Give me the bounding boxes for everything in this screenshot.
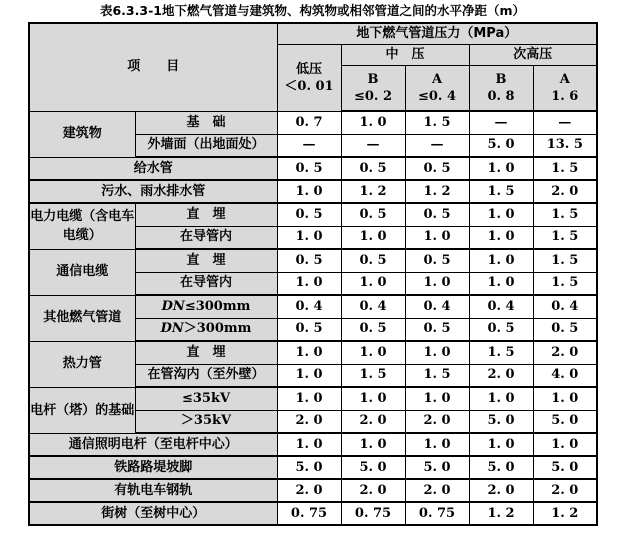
table-cell: 1. 0 — [405, 272, 469, 295]
table-cell: 2. 0 — [341, 479, 405, 502]
row-label: 铁路路堤坡脚 — [29, 456, 277, 479]
table-cell: 0. 5 — [405, 203, 469, 226]
table-cell: 5. 0 — [277, 456, 341, 479]
low-pressure-header — [277, 44, 341, 111]
table-row — [29, 157, 597, 180]
row-label: 给水管 — [29, 157, 277, 180]
table-cell: 1. 5 — [533, 272, 597, 295]
table-cell: — — [533, 111, 597, 134]
table-cell: 1. 5 — [533, 157, 597, 180]
row-sub-label: 外墙面（出地面处） — [135, 134, 277, 157]
grade: B — [495, 71, 507, 87]
range: 0. 8 — [487, 88, 515, 104]
table-cell: 5. 0 — [405, 456, 469, 479]
table-cell: 1. 0 — [277, 341, 341, 364]
table-cell: 5. 0 — [533, 410, 597, 433]
row-label: 通信照明电杆（至电杆中心） — [29, 433, 277, 456]
table-cell: 1. 0 — [341, 433, 405, 456]
table-cell: 0. 5 — [341, 249, 405, 272]
table-cell: 5. 0 — [469, 456, 533, 479]
table-cell: 0. 5 — [277, 318, 341, 341]
table-row — [29, 456, 597, 479]
table-cell: 0. 75 — [277, 502, 341, 525]
row-sub-label: ≤35kV — [135, 387, 277, 410]
table-cell: 0. 5 — [533, 318, 597, 341]
table-cell: 0. 5 — [341, 203, 405, 226]
table-cell: 1. 5 — [405, 364, 469, 387]
table-cell: 1. 0 — [405, 226, 469, 249]
table-cell: 1. 0 — [405, 341, 469, 364]
table-cell: 1. 0 — [469, 203, 533, 226]
table-cell: 0. 4 — [533, 295, 597, 318]
table-cell: 0. 5 — [341, 157, 405, 180]
table-cell: — — [469, 111, 533, 134]
col-header-subhigh-b — [469, 65, 533, 111]
pressure-header: 地下燃气管道压力（MPa） — [277, 23, 597, 44]
row-sub-label — [135, 318, 277, 341]
table-cell: 1. 0 — [469, 249, 533, 272]
table-cell: 0. 4 — [277, 295, 341, 318]
row-label: 污水、雨水排水管 — [29, 180, 277, 203]
table-cell: 0. 5 — [341, 318, 405, 341]
table-cell: 1. 0 — [341, 272, 405, 295]
table-row — [29, 341, 597, 364]
table-row — [29, 249, 597, 272]
dn-symbol: DN — [160, 321, 184, 337]
table-row — [29, 111, 597, 134]
table-cell: 2. 0 — [533, 479, 597, 502]
grade: B — [367, 71, 379, 87]
table-cell: 5. 0 — [469, 410, 533, 433]
range: 1. 6 — [551, 88, 579, 104]
table-cell: 2. 0 — [533, 180, 597, 203]
row-sub-label: 基 础 — [135, 111, 277, 134]
table-cell: 1. 2 — [341, 180, 405, 203]
col-header-medium-b — [341, 65, 405, 111]
table-cell: 0. 5 — [277, 249, 341, 272]
sub-high-pressure-header: 次高压 — [469, 44, 597, 65]
table-cell: 1. 0 — [341, 111, 405, 134]
row-label: 街树（至树中心） — [29, 502, 277, 525]
table-cell: 0. 5 — [405, 157, 469, 180]
table-cell: 1. 5 — [405, 111, 469, 134]
table-cell: 1. 0 — [277, 364, 341, 387]
clearance-table — [28, 22, 598, 526]
table-cell: 1. 2 — [533, 502, 597, 525]
table-row — [29, 203, 597, 226]
table-cell: 1. 2 — [469, 502, 533, 525]
table-cell: 0. 7 — [277, 111, 341, 134]
table-cell: 5. 0 — [469, 134, 533, 157]
table-cell: 1. 0 — [341, 226, 405, 249]
table-row — [29, 295, 597, 318]
table-cell: 1. 0 — [277, 180, 341, 203]
table-cell: 0. 4 — [405, 295, 469, 318]
table-cell: 0. 5 — [405, 249, 469, 272]
row-group-label: 建筑物 — [29, 111, 135, 157]
table-row — [29, 502, 597, 525]
table-cell: 2. 0 — [405, 479, 469, 502]
row-sub-label: 直 埋 — [135, 249, 277, 272]
row-sub-label — [135, 295, 277, 318]
table-cell: 1. 2 — [405, 180, 469, 203]
table-row — [29, 180, 597, 203]
table-caption: 表6.3.3-1地下燃气管道与建筑物、构筑物或相邻管道之间的水平净距（m） — [99, 3, 525, 18]
row-group-label: 热力管 — [29, 341, 135, 387]
table-cell: — — [341, 134, 405, 157]
table-cell: 1. 0 — [405, 433, 469, 456]
table-cell: 1. 0 — [277, 387, 341, 410]
row-sub-label: 在管沟内（至外壁） — [135, 364, 277, 387]
table-cell: — — [277, 134, 341, 157]
table-cell: 1. 0 — [469, 433, 533, 456]
table-cell: 4. 0 — [533, 364, 597, 387]
table-cell: 0. 4 — [469, 295, 533, 318]
row-sub-label: ＞35kV — [135, 410, 277, 433]
table-cell: 1. 5 — [341, 364, 405, 387]
row-sub-label: 直 埋 — [135, 341, 277, 364]
table-cell: 5. 0 — [341, 456, 405, 479]
dn-range: ＞300mm — [183, 321, 252, 337]
table-cell: 13. 5 — [533, 134, 597, 157]
table-cell: 2. 0 — [469, 364, 533, 387]
row-group-label: 电力电缆（含电车电缆） — [29, 203, 135, 249]
table-cell: 1. 5 — [469, 180, 533, 203]
table-cell: 1. 0 — [405, 387, 469, 410]
table-cell: 1. 0 — [469, 272, 533, 295]
table-cell: 1. 5 — [469, 341, 533, 364]
dn-symbol: DN — [161, 298, 185, 314]
table-cell: 1. 0 — [469, 387, 533, 410]
table-row — [29, 479, 597, 502]
col-header-medium-a — [405, 65, 469, 111]
table-cell: 0. 5 — [277, 203, 341, 226]
table-cell: 1. 0 — [533, 387, 597, 410]
table-cell: 5. 0 — [533, 456, 597, 479]
table-cell: — — [405, 134, 469, 157]
table-cell: 1. 5 — [533, 226, 597, 249]
table-row — [29, 433, 597, 456]
table-cell: 0. 5 — [405, 318, 469, 341]
row-sub-label: 在导管内 — [135, 272, 277, 295]
range: ≤0. 4 — [417, 88, 457, 104]
table-cell: 1. 0 — [469, 226, 533, 249]
medium-pressure-header: 中 压 — [341, 44, 469, 65]
table-cell: 2. 0 — [533, 341, 597, 364]
row-group-label: 通信电缆 — [29, 249, 135, 295]
low-pressure-label: 低压 — [296, 61, 323, 77]
table-cell: 2. 0 — [277, 410, 341, 433]
item-header: 项 目 — [29, 23, 277, 111]
dn-range: ≤300mm — [184, 298, 251, 314]
table-cell: 2. 0 — [277, 479, 341, 502]
grade: A — [559, 71, 570, 87]
grade: A — [431, 71, 443, 87]
table-cell: 1. 0 — [277, 272, 341, 295]
table-row — [29, 387, 597, 410]
range: ≤0. 2 — [353, 88, 393, 104]
table-cell: 0. 5 — [277, 157, 341, 180]
table-cell: 0. 4 — [341, 295, 405, 318]
table-cell: 0. 75 — [341, 502, 405, 525]
row-sub-label: 直 埋 — [135, 203, 277, 226]
table-cell: 0. 75 — [405, 502, 469, 525]
row-group-label: 其他燃气管道 — [29, 295, 135, 341]
table-cell: 0. 5 — [469, 318, 533, 341]
table-cell: 1. 5 — [533, 249, 597, 272]
table-cell: 1. 0 — [277, 226, 341, 249]
table-cell: 1. 0 — [341, 387, 405, 410]
table-cell: 1. 0 — [469, 157, 533, 180]
table-cell: 1. 0 — [277, 433, 341, 456]
table-cell: 2. 0 — [341, 410, 405, 433]
table-cell: 1. 0 — [341, 341, 405, 364]
row-sub-label: 在导管内 — [135, 226, 277, 249]
table-cell: 2. 0 — [469, 479, 533, 502]
table-cell: 2. 0 — [405, 410, 469, 433]
row-group-label: 电杆（塔）的基础 — [29, 387, 135, 433]
col-header-subhigh-a — [533, 65, 597, 111]
table-cell: 1. 5 — [533, 203, 597, 226]
table-cell: 1. 0 — [533, 433, 597, 456]
low-pressure-range: ＜0. 01 — [284, 78, 334, 94]
row-label: 有轨电车钢轨 — [29, 479, 277, 502]
